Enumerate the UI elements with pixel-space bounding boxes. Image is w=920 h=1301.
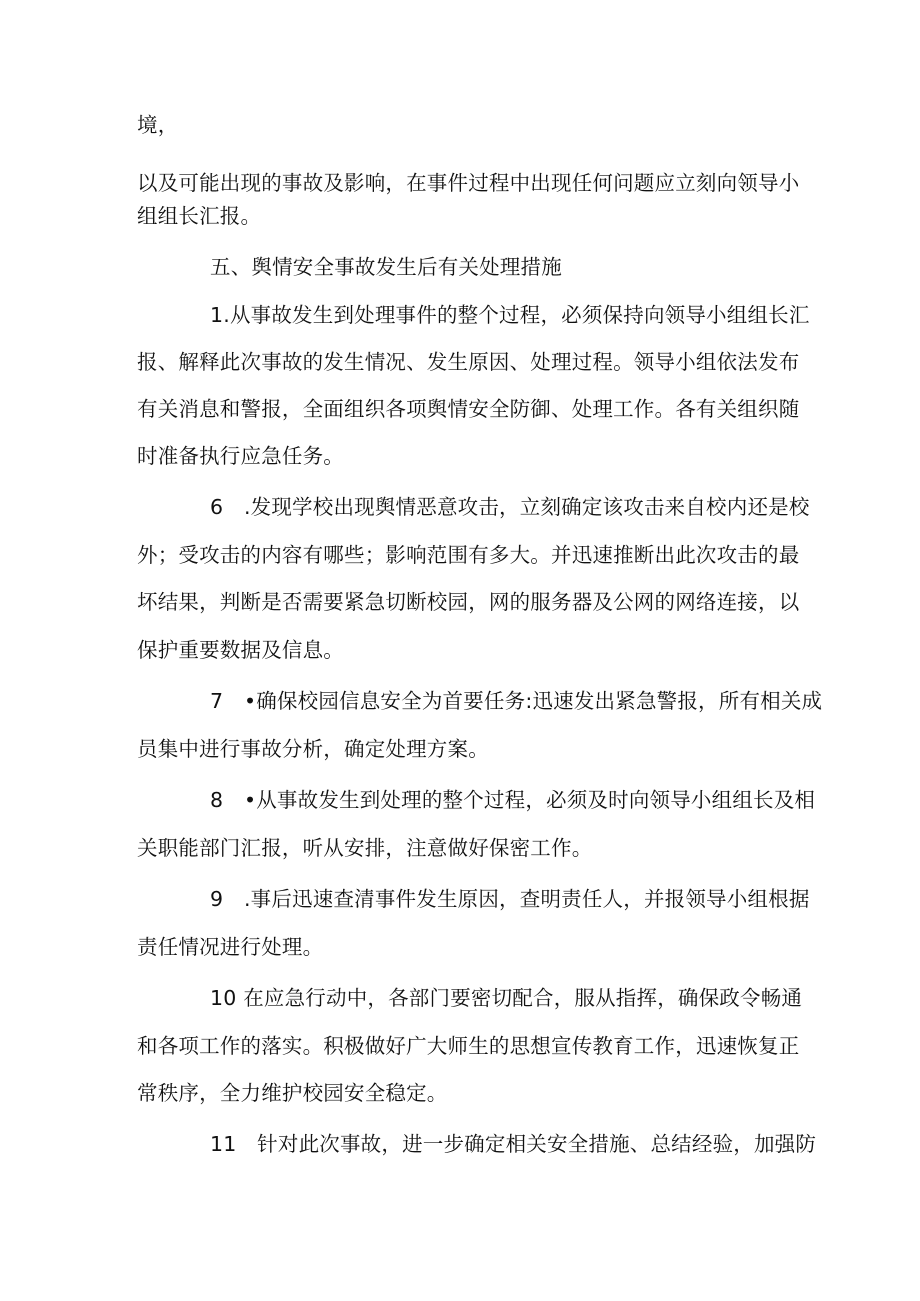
- text-line: 9 .事后迅速查清事件发生原因，查明责任人，并报领导小组根据: [210, 887, 810, 911]
- text-line: 7 •确保校园信息安全为首要任务:迅速发出紧急警报，所有相关成: [210, 689, 823, 713]
- text-line: 和各项工作的落实。积极做好广大师生的思想宣传教育工作，迅速恢复正: [137, 1034, 800, 1058]
- text-line: 组组长汇报。: [137, 204, 262, 228]
- section-heading: 五、舆情安全事故发生后有关处理措施: [210, 255, 562, 279]
- text-line: 时准备执行应急任务。: [137, 444, 344, 468]
- text-line: 关职能部门汇报，听从安排，注意做好保密工作。: [137, 836, 593, 860]
- text-line: 有关消息和警报，全面组织各项舆情安全防御、处理工作。各有关组织随: [137, 397, 800, 421]
- text-line: 保护重要数据及信息。: [137, 638, 344, 662]
- text-line: 报、解释此次事故的发生情况、发生原因、处理过程。领导小组依法发布: [137, 350, 800, 374]
- text-line: 境，: [137, 113, 179, 137]
- text-line: 常秩序，全力维护校园安全稳定。: [137, 1081, 448, 1105]
- text-line: 坏结果，判断是否需要紧急切断校园，网的服务器及公网的网络连接，以: [137, 590, 800, 614]
- text-line: 外；受攻击的内容有哪些；影响范围有多大。并迅速推断出此次攻击的最: [137, 543, 800, 567]
- text-line: 8 •从事故发生到处理的整个过程，必须及时向领导小组组长及相: [210, 788, 816, 812]
- text-line: 1.从事故发生到处理事件的整个过程，必须保持向领导小组组长汇: [210, 303, 810, 327]
- text-line: 以及可能出现的事故及影响，在事件过程中出现任何问题应立刻向领导小: [137, 171, 800, 195]
- text-line: 10 在应急行动中，各部门要密切配合，服从指挥，确保政令畅通: [210, 986, 803, 1010]
- text-line: 责任情况进行处理。: [137, 935, 324, 959]
- text-line: 6 .发现学校出现舆情恶意攻击，立刻确定该攻击来自校内还是校: [210, 495, 810, 519]
- text-line: 11 针对此次事故，进一步确定相关安全措施、总结经验，加强防: [210, 1132, 817, 1156]
- text-line: 员集中进行事故分析，确定处理方案。: [137, 737, 489, 761]
